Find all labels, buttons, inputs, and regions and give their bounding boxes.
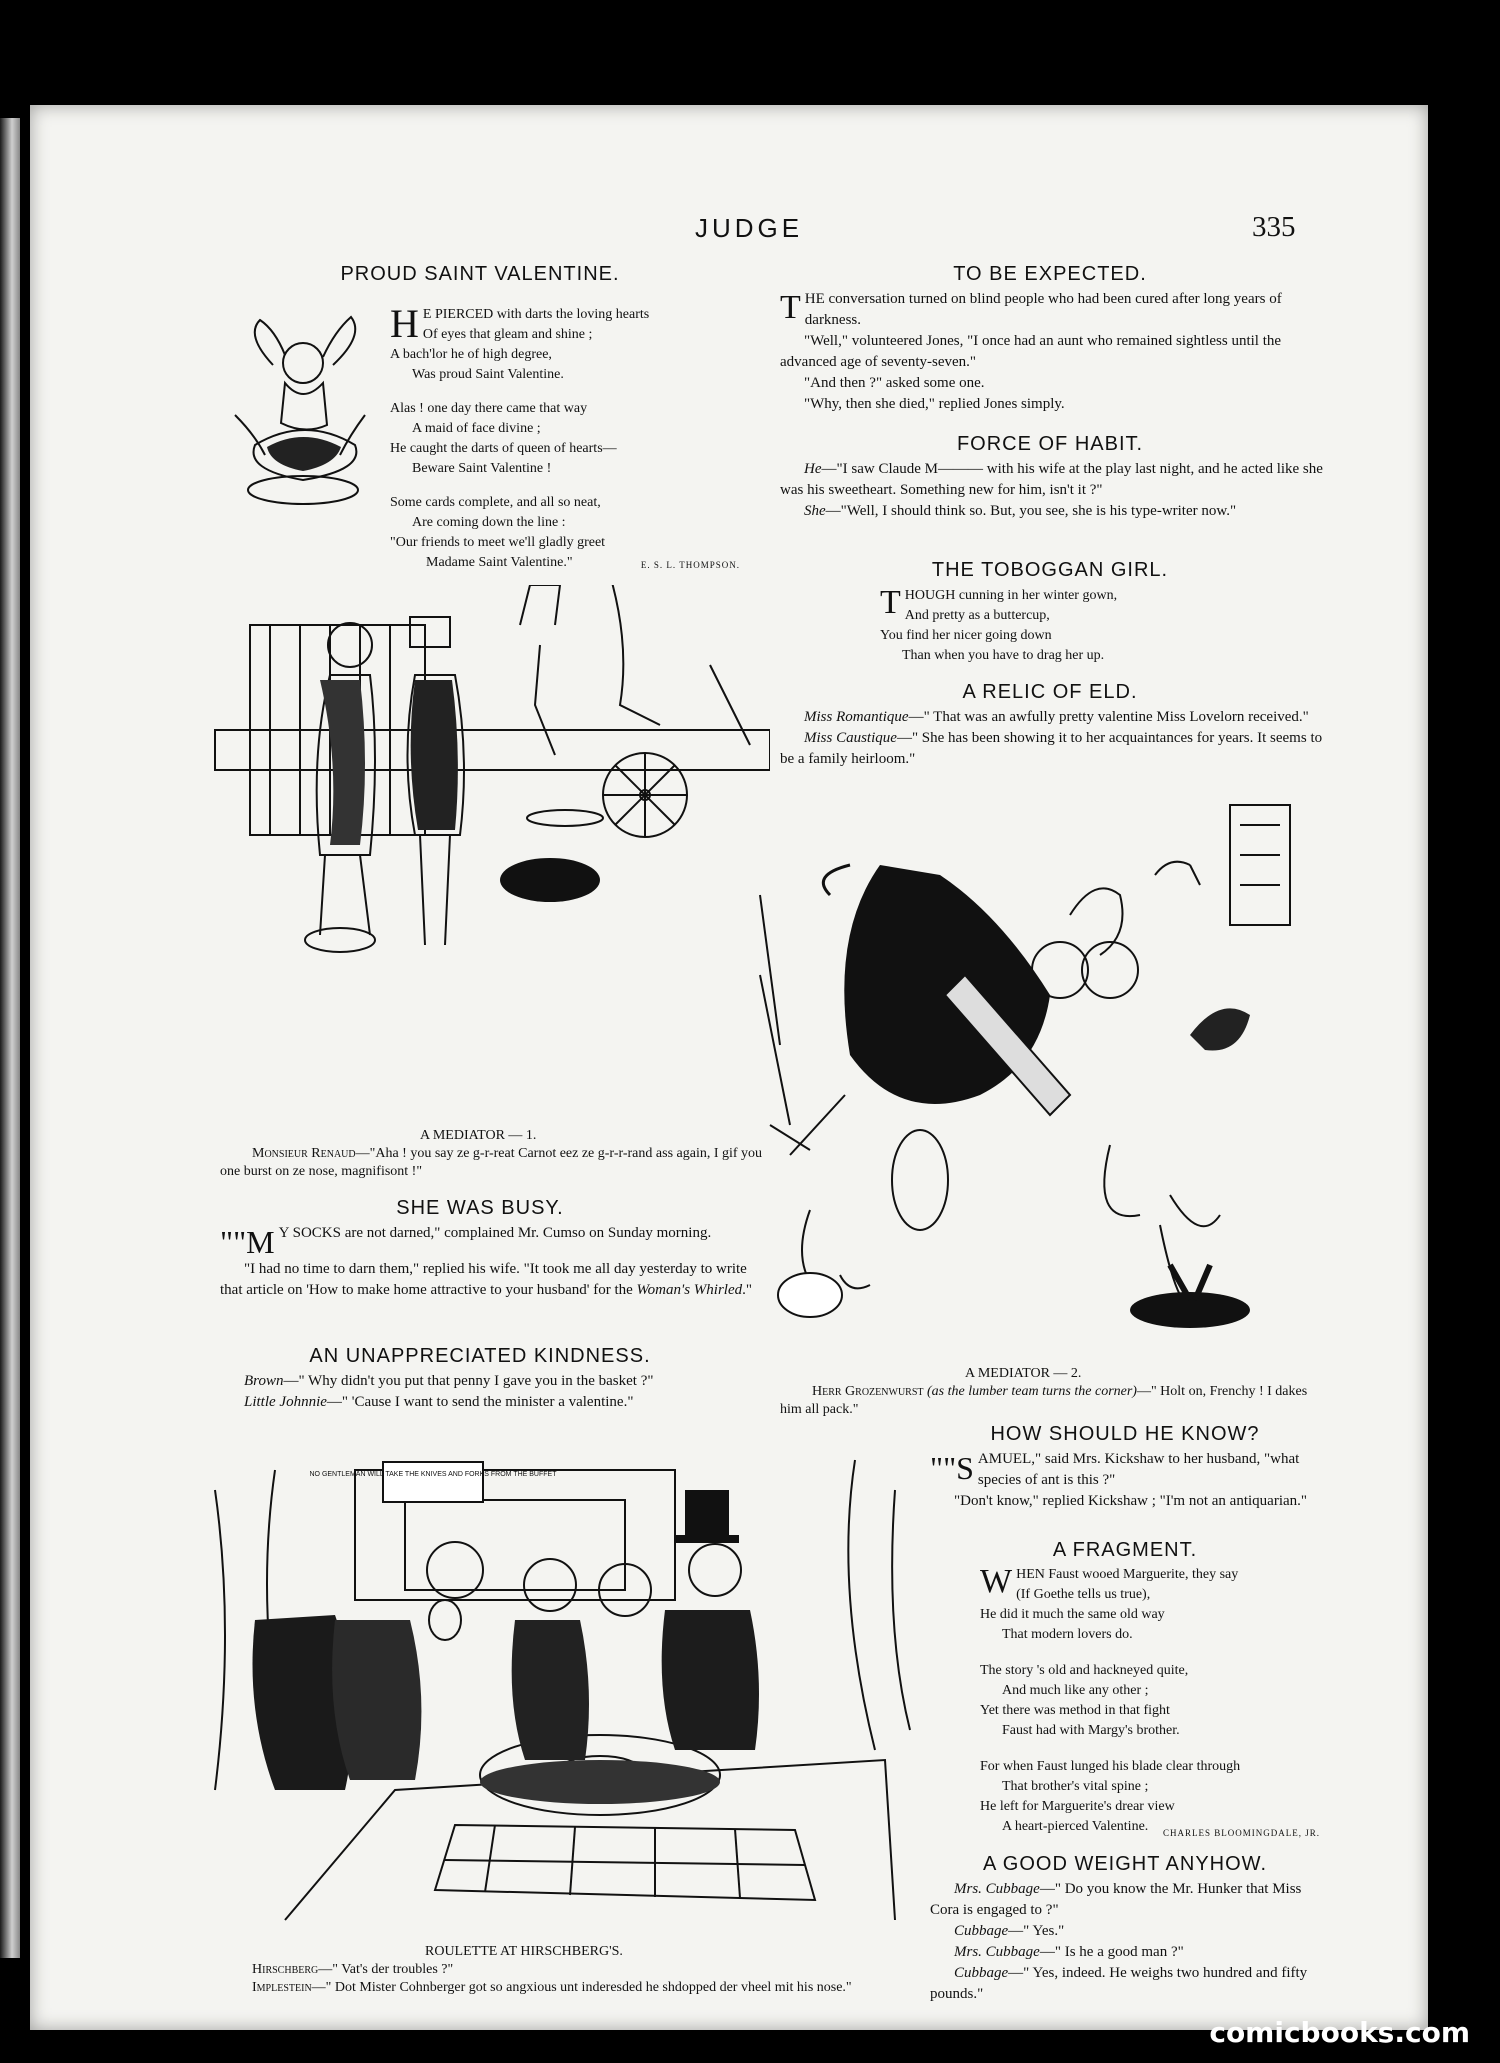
weight-dialogue	[930, 1879, 1320, 2005]
mediator-1-illustration	[210, 585, 770, 1125]
dialogue-text: —" Is he a good man ?"	[1039, 1944, 1184, 1960]
site-watermark: comicbooks.com	[1209, 2016, 1470, 2049]
roulette-caption: ROULETTE AT HIRSCHBERG'S.	[425, 1944, 623, 1959]
dialogue-text: —" Yes, indeed. He weighs two hundred and fifty pounds."	[930, 1965, 1308, 2002]
valentine-poem	[390, 301, 720, 573]
speaker: He	[804, 461, 822, 477]
know-title: HOW SHOULD HE KNOW?	[990, 1423, 1260, 1445]
speaker: Hirschberg	[252, 1962, 319, 1977]
story-paragraph: "Well," volunteered Jones, "I once had an aunt who remained sightless until the advanced age of seventy-seven."	[780, 333, 1282, 370]
speaker: Mrs. Cubbage	[954, 1881, 1040, 1897]
fragment-credit: CHARLES BLOOMINGDALE, JR.	[1162, 1828, 1320, 1838]
toboggan-poem	[880, 586, 1280, 666]
poem-line: That brother's vital spine ;	[1002, 1779, 1149, 1794]
speaker: Miss Romantique	[804, 709, 909, 725]
poem-line: Was proud Saint Valentine.	[412, 367, 564, 382]
poem-line: HOUGH cunning in her winter gown,	[904, 588, 1118, 603]
poem-line: A heart-pierced Valentine.	[1002, 1819, 1149, 1834]
poem-line: Madame Saint Valentine."	[426, 555, 573, 570]
valentine-credit: E. S. L. THOMPSON.	[640, 560, 740, 570]
mediator-1-caption: A MEDIATOR — 1.	[420, 1128, 537, 1143]
poem-line: E PIERCED with darts the loving hearts	[422, 307, 650, 322]
story-paragraph: "And then ?" asked some one.	[804, 375, 985, 391]
poem-line: HEN Faust wooed Marguerite, they say	[1016, 1567, 1239, 1582]
relic-dialogue	[780, 707, 1325, 770]
dialogue-text: —" 'Cause I want to send the minister a valentine."	[326, 1394, 634, 1410]
expected-dropcap: T	[780, 289, 801, 326]
magazine-page	[30, 105, 1428, 2030]
valentine-title: PROUD SAINT VALENTINE.	[340, 263, 620, 285]
poem-line: That modern lovers do.	[1002, 1627, 1133, 1642]
poem-line: Of eyes that gleam and shine ;	[422, 327, 593, 342]
poem-line: He did it much the same old way	[980, 1607, 1165, 1622]
mediator-1-dialogue	[220, 1145, 765, 1181]
dialogue-text: —" That was an awfully pretty valentine Miss Lovelorn received."	[908, 709, 1309, 725]
poem-line: Alas ! one day there came that way	[390, 401, 588, 416]
busy-title: SHE WAS BUSY.	[396, 1197, 564, 1219]
fragment-title: A FRAGMENT.	[1052, 1539, 1198, 1561]
poem-line: And pretty as a buttercup,	[904, 608, 1050, 623]
roulette-dialogue	[220, 1961, 940, 1997]
poem-line: Yet there was method in that fight	[980, 1703, 1170, 1718]
busy-dropcap: ""M	[220, 1224, 275, 1260]
dialogue-text: —"Well, I should think so. But, you see, she is his type-writer now."	[825, 503, 1237, 519]
busy-paragraph: Y SOCKS are not darned," complained Mr. Cumso on Sunday morning.	[278, 1225, 712, 1241]
poem-line: Are coming down the line :	[412, 515, 566, 530]
speaker: Miss Caustique	[804, 730, 897, 746]
magazine-title: JUDGE	[695, 213, 804, 243]
know-dropcap: ""S	[930, 1450, 974, 1486]
expected-title: TO BE EXPECTED.	[953, 263, 1147, 285]
roulette-illustration	[195, 1430, 915, 1940]
habit-title: FORCE OF HABIT.	[956, 433, 1144, 455]
busy-story	[220, 1223, 765, 1301]
story-paragraph: AMUEL," said Mrs. Kickshaw to her husband, "what species of ant is this ?"	[977, 1451, 1300, 1488]
poem-line: For when Faust lunged his blade clear through	[980, 1759, 1241, 1774]
story-paragraph: "Why, then she died," replied Jones simply.	[804, 396, 1065, 412]
expected-story	[780, 289, 1325, 415]
speaker: Cubbage	[954, 1923, 1009, 1939]
poem-line: He left for Marguerite's drear view	[980, 1799, 1175, 1814]
toboggan-title: THE TOBOGGAN GIRL.	[931, 559, 1169, 581]
poem-line: He caught the darts of queen of hearts—	[390, 441, 617, 456]
toboggan-dropcap: T	[880, 584, 901, 621]
poem-line: Than when you have to drag her up.	[902, 648, 1105, 663]
dialogue-text: —" Why didn't you put that penny I gave you in the basket ?"	[283, 1373, 654, 1389]
speaker: Little Johnnie	[244, 1394, 327, 1410]
poem-line: "Our friends to meet we'll gladly greet	[390, 535, 606, 550]
roulette-sign: NO GENTLEMAN WILL TAKE THE KNIVES AND FORKS FROM THE BUFFET	[309, 1471, 557, 1478]
valentine-dropcap: H	[390, 301, 419, 346]
stage-direction: (as the lumber team turns the corner)	[927, 1384, 1137, 1399]
speaker: She	[804, 503, 826, 519]
relic-title: A RELIC OF ELD.	[962, 681, 1138, 703]
speaker: Herr Grozenwurst	[812, 1384, 924, 1399]
cupid-illustration	[215, 295, 390, 510]
habit-dialogue	[780, 459, 1325, 522]
magazine-name: Woman's Whirled	[636, 1282, 743, 1298]
busy-paragraph: "I had no time to darn them," replied his wife. "It took me all day yesterday to write that article on 'How to make home attractive to your husband' for the	[220, 1261, 747, 1298]
mediator-2-illustration	[750, 795, 1310, 1355]
dialogue-text: —"Aha ! you say ze g-r-reat Carnot eez ze g-r-r-rand ass again, I gif you one burst on ze nose, magnifisont !"	[220, 1146, 763, 1179]
page-number: 335	[1252, 211, 1296, 243]
dialogue-text: —" Dot Mister Cohnberger got so angxious unt inderesded he shdopped der vheel mit his nose."	[311, 1980, 852, 1995]
kindness-dialogue	[220, 1371, 765, 1413]
dialogue-text: —" Yes."	[1008, 1923, 1065, 1939]
know-story	[930, 1449, 1320, 1512]
poem-line: A maid of face divine ;	[412, 421, 541, 436]
poem-line: The story 's old and hackneyed quite,	[980, 1663, 1189, 1678]
story-paragraph: HE conversation turned on blind people who had been cured after long years of darkness.	[804, 291, 1282, 328]
poem-line: (If Goethe tells us true),	[1016, 1587, 1151, 1602]
fragment-dropcap: W	[980, 1563, 1013, 1600]
poem-line: A bach'lor he of high degree,	[390, 347, 552, 362]
speaker: Monsieur Renaud	[252, 1146, 356, 1161]
dialogue-text: —"I saw Claude M——— with his wife at the play last night, and he acted like she was his sweetheart. Something new for him, isn't it ?"	[780, 461, 1323, 498]
poem-line: Faust had with Margy's brother.	[1002, 1723, 1180, 1738]
mediator-2-dialogue	[780, 1383, 1325, 1419]
poem-line: And much like any other ;	[1002, 1683, 1149, 1698]
fragment-poem	[980, 1565, 1320, 1837]
dialogue-text: —" Do you know the Mr. Hunker that Miss Cora is engaged to ?"	[930, 1881, 1302, 1918]
speaker: Cubbage	[954, 1965, 1009, 1981]
story-paragraph: "Don't know," replied Kickshaw ; "I'm not an antiquarian."	[954, 1493, 1308, 1509]
dialogue-text: —" Vat's der troubles ?"	[318, 1962, 454, 1977]
busy-paragraph-end: ."	[742, 1282, 752, 1298]
mediator-2-caption: A MEDIATOR — 2.	[965, 1366, 1082, 1381]
weight-title: A GOOD WEIGHT ANYHOW.	[983, 1853, 1267, 1875]
dialogue-text: —" Holt on, Frenchy ! I dakes him all pack."	[780, 1384, 1308, 1417]
poem-line: Beware Saint Valentine !	[412, 461, 552, 476]
dialogue-text: —" She has been showing it to her acquaintances for years. It seems to be a family heirloom."	[780, 730, 1323, 767]
speaker: Brown	[244, 1373, 284, 1389]
kindness-title: AN UNAPPRECIATED KINDNESS.	[309, 1345, 651, 1367]
previous-page-edge	[0, 118, 20, 1958]
speaker: Mrs. Cubbage	[954, 1944, 1040, 1960]
poem-line: You find her nicer going down	[880, 628, 1052, 643]
speaker: Implestein	[252, 1980, 312, 1995]
poem-line: Some cards complete, and all so neat,	[390, 495, 601, 510]
